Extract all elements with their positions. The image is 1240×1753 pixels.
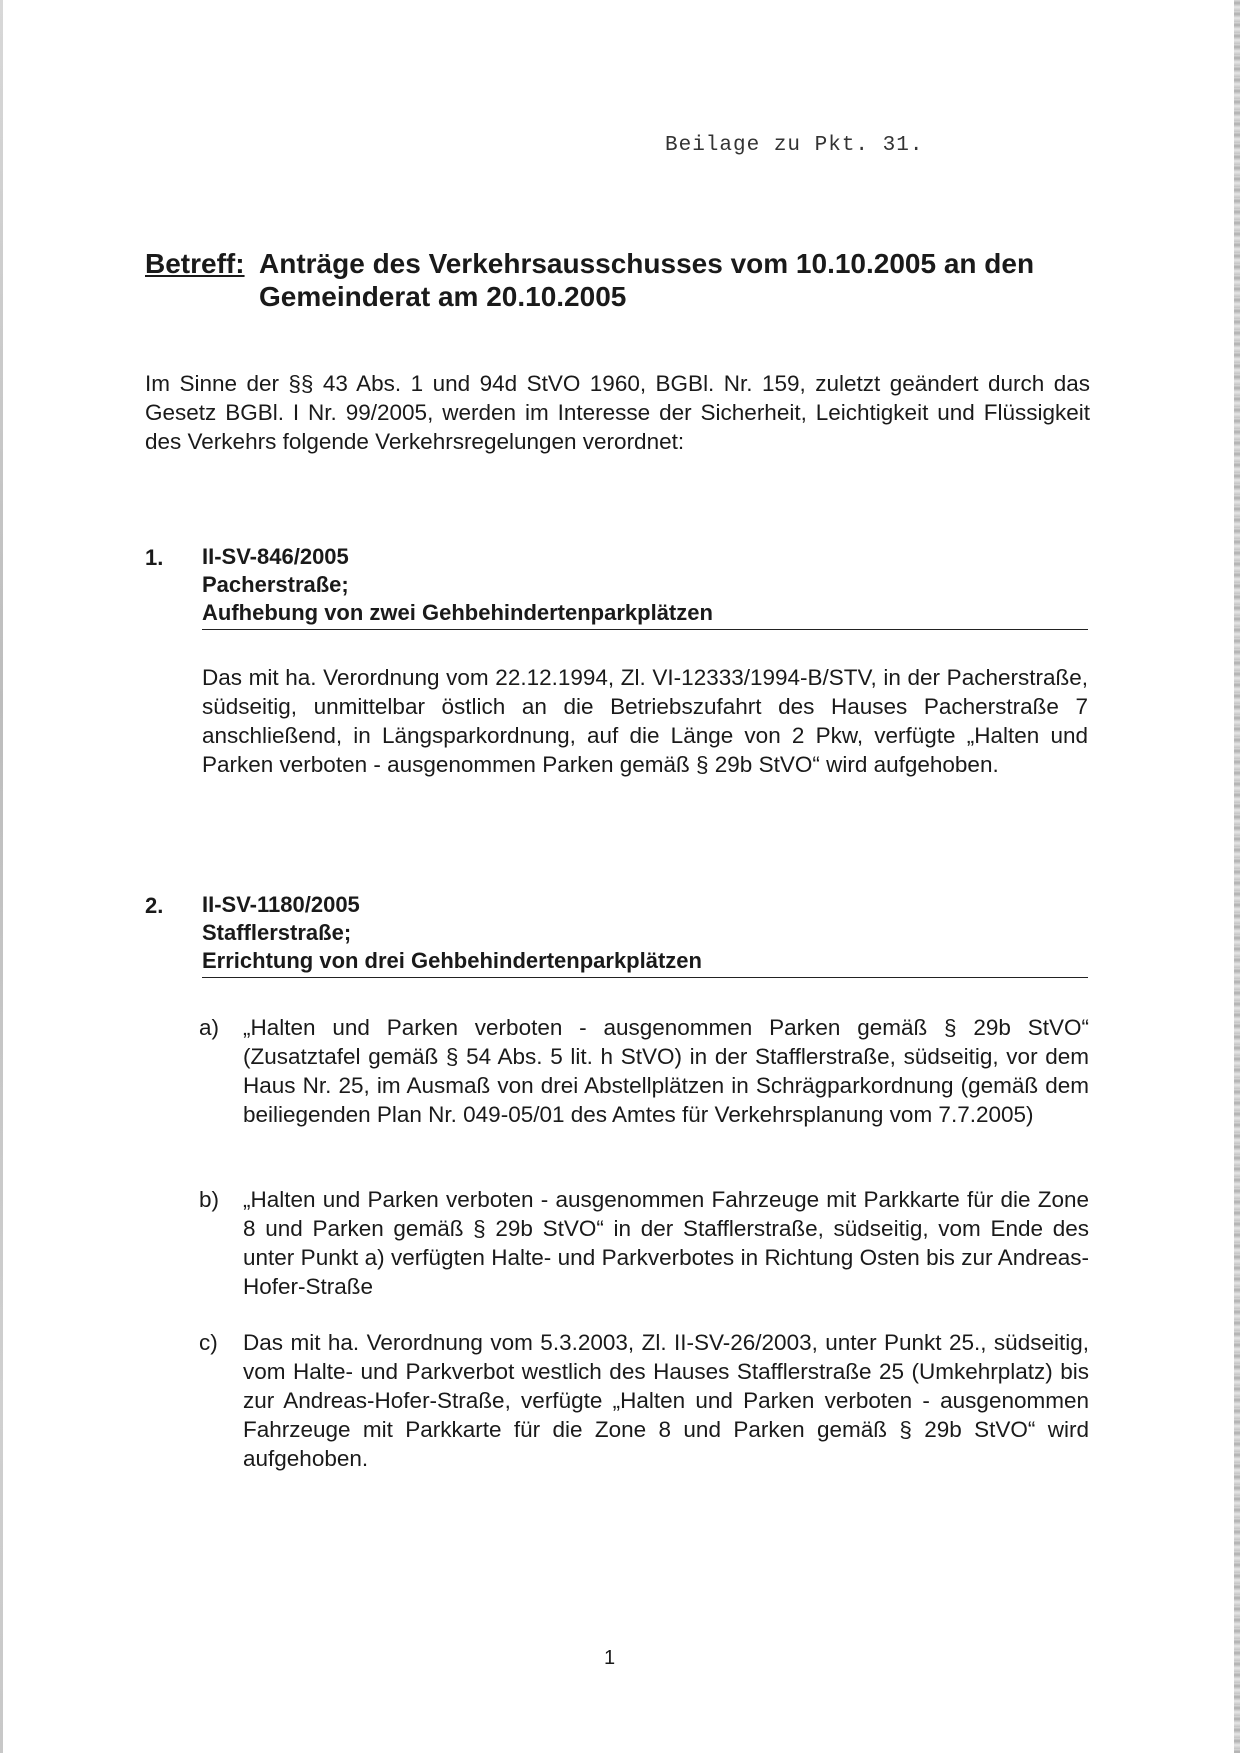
sub-item-label: b) bbox=[199, 1187, 220, 1212]
item-heading bbox=[202, 891, 1088, 978]
sub-item-label: c) bbox=[199, 1330, 218, 1355]
subject-text bbox=[259, 247, 1094, 313]
item-number: 2. bbox=[145, 893, 164, 918]
sub-item-text: „Halten und Parken verboten - ausgenommen Parken gemäß § 29b StVO“ (Zusatztafel gemäß § 54 Abs. 5 lit. h StVO) in der Stafflerstraße, südseitig, vor dem Haus Nr. 25, im Ausmaß von drei Abstellplätzen in Schrägparkordnung (gemäß dem beiliegenden Plan Nr. 049-05/01 des Amtes für Verkehrsplanung vom 7.7.2005) bbox=[243, 1015, 1089, 1127]
subject-line-2: Gemeinderat am 20.10.2005 bbox=[259, 281, 627, 312]
sub-item-label: a) bbox=[199, 1015, 220, 1040]
item-street: Pacherstraße; bbox=[202, 572, 349, 597]
item-number: 1. bbox=[145, 545, 164, 570]
scan-edge-right bbox=[1234, 0, 1240, 1753]
sub-item-text: Das mit ha. Verordnung vom 5.3.2003, Zl. II-SV-26/2003, unter Punkt 25., südseitig, vom Halte- und Parkverbot westlich des Hauses Stafflerstraße 25 (Umkehrplatz) bis zur Andreas-Hofer-Straße, verfügte „Halten und Parken verboten - ausgenommen Fahrzeuge mit Parkkarte für die Zone 8 und Parken gemäß § 29b StVO“ wird aufgehoben. bbox=[243, 1330, 1089, 1471]
sub-item-text: „Halten und Parken verboten - ausgenommen Fahrzeuge mit Parkkarte für die Zone 8 und Parken gemäß § 29b StVO“ in der Stafflerstraße, südseitig, vom Ende des unter Punkt a) verfügten Halte- und Parkverbotes in Richtung Osten bis zur Andreas-Hofer-Straße bbox=[243, 1187, 1089, 1299]
page-number: 1 bbox=[604, 1647, 616, 1669]
attachment-reference: Beilage zu Pkt. 31. bbox=[665, 134, 924, 157]
item-street: Stafflerstraße; bbox=[202, 920, 352, 945]
subject-line-1: Anträge des Verkehrsausschusses vom 10.10.2005 an den bbox=[259, 248, 1035, 279]
subject-label: Betreff: bbox=[145, 248, 245, 279]
item-body: Das mit ha. Verordnung vom 22.12.1994, Zl. VI-12333/1994-B/STV, in der Pacherstraße, südseitig, unmittelbar östlich an die Betriebszufahrt des Hauses Pacherstraße 7 anschließend, in Längsparkordnung, auf die Länge von 2 Pkw, verfügte „Halten und Parken verboten - ausgenommen Parken gemäß § 29b StVO“ wird aufgehoben. bbox=[202, 665, 1088, 777]
item-title: Errichtung von drei Gehbehindertenparkplätzen bbox=[202, 948, 702, 973]
item-code: II-SV-1180/2005 bbox=[202, 892, 360, 917]
item-heading bbox=[202, 543, 1088, 630]
item-title: Aufhebung von zwei Gehbehindertenparkplätzen bbox=[202, 600, 713, 625]
scan-edge-left bbox=[0, 0, 3, 1753]
intro-paragraph: Im Sinne der §§ 43 Abs. 1 und 94d StVO 1960, BGBl. Nr. 159, zuletzt geändert durch das Gesetz BGBl. I Nr. 99/2005, werden im Interesse der Sicherheit, Leichtigkeit und Flüssigkeit des Verkehrs folgende Verkehrsregelungen verordnet: bbox=[145, 371, 1090, 454]
item-code: II-SV-846/2005 bbox=[202, 544, 349, 569]
